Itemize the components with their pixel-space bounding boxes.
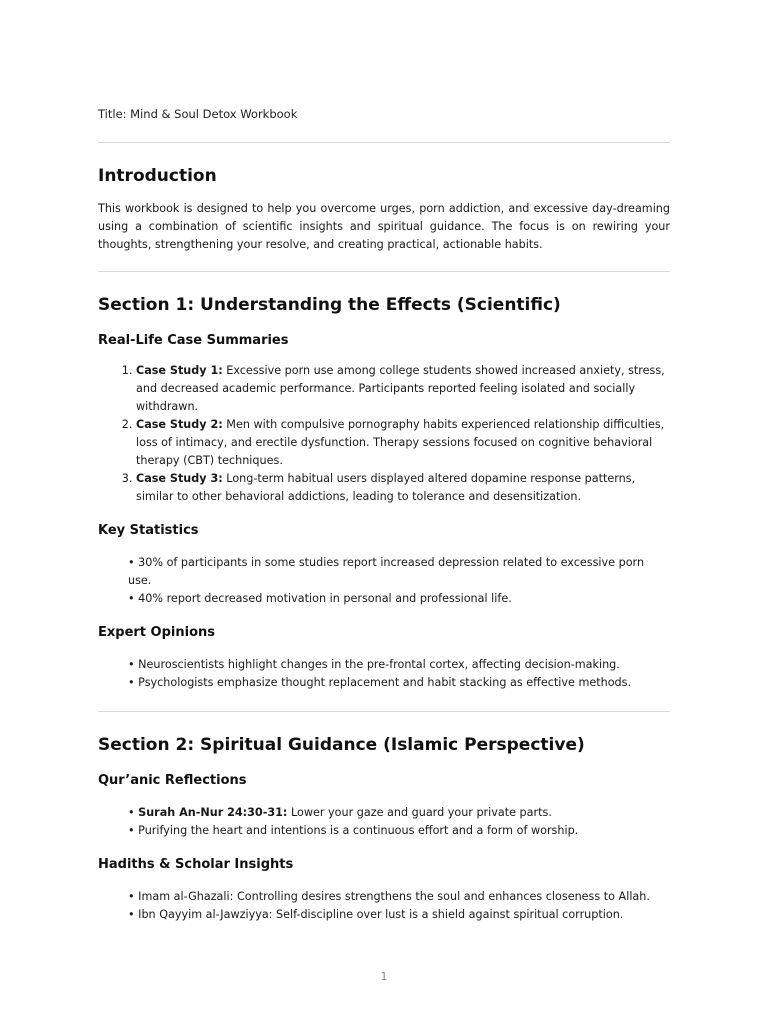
- list-item: • Psychologists emphasize thought replacement and habit stacking as effective methods.: [128, 674, 670, 692]
- document-title: Title: Mind & Soul Detox Workbook: [98, 107, 298, 121]
- divider: [98, 711, 670, 712]
- surah-label: Surah An-Nur 24:30-31:: [138, 806, 288, 819]
- divider: [98, 142, 670, 143]
- list-item: • Imam al-Ghazali: Controlling desires strengthens the soul and enhances closeness to Allah.: [128, 888, 670, 906]
- divider: [98, 271, 670, 272]
- list-item: • Purifying the heart and intentions is a continuous effort and a form of worship.: [128, 822, 670, 840]
- surah-text: Lower your gaze and guard your private parts.: [287, 806, 552, 819]
- list-item: [136, 362, 670, 416]
- section1-heading: Section 1: Understanding the Effects (Scientific): [98, 295, 561, 315]
- statistics-list: [98, 554, 670, 608]
- case-text: Long-term habitual users displayed altered dopamine response patterns, similar to other behavioral addictions, leading to tolerance and desensitization.: [136, 472, 636, 503]
- list-item: [136, 416, 670, 470]
- list-item: • Neuroscientists highlight changes in the pre-frontal cortex, affecting decision-making.: [128, 656, 670, 674]
- document-page: [98, 106, 670, 924]
- case-text: Excessive porn use among college students showed increased anxiety, stress, and decreased academic performance. Participants reported feeling isolated and socially withdrawn.: [136, 364, 665, 413]
- hadiths-list: [98, 888, 670, 924]
- case-label: Case Study 2:: [136, 418, 223, 431]
- list-item: [128, 804, 670, 822]
- case-label: Case Study 1:: [136, 364, 223, 377]
- expert-list: [98, 656, 670, 692]
- expert-opinions-heading: Expert Opinions: [98, 625, 215, 640]
- quranic-list: [98, 804, 670, 840]
- key-statistics-heading: Key Statistics: [98, 523, 199, 538]
- list-item: • Ibn Qayyim al-Jawziyya: Self-discipline over lust is a shield against spiritual corruption.: [128, 906, 670, 924]
- list-item: [136, 470, 670, 506]
- intro-paragraph: This workbook is designed to help you overcome urges, porn addiction, and excessive day-dreaming using a combination of scientific insights and spiritual guidance. The focus is on rewiring your thoughts, strengthening your resolve, and creating practical, actionable habits.: [98, 202, 670, 251]
- section2-heading: Section 2: Spiritual Guidance (Islamic Perspective): [98, 735, 585, 755]
- intro-heading: Introduction: [98, 166, 217, 186]
- quranic-reflections-heading: Qur’anic Reflections: [98, 773, 247, 788]
- case-text: Men with compulsive pornography habits experienced relationship difficulties, loss of intimacy, and erectile dysfunction. Therapy sessions focused on cognitive behavioral therapy (CBT) techniques.: [136, 418, 665, 467]
- list-item: • 30% of participants in some studies report increased depression related to excessive porn use.: [128, 554, 670, 590]
- case-list: [98, 362, 670, 506]
- case-label: Case Study 3:: [136, 472, 223, 485]
- list-item: • 40% report decreased motivation in personal and professional life.: [128, 590, 670, 608]
- case-summaries-heading: Real-Life Case Summaries: [98, 333, 289, 348]
- hadiths-heading: Hadiths & Scholar Insights: [98, 857, 294, 872]
- page-number: 1: [380, 970, 388, 983]
